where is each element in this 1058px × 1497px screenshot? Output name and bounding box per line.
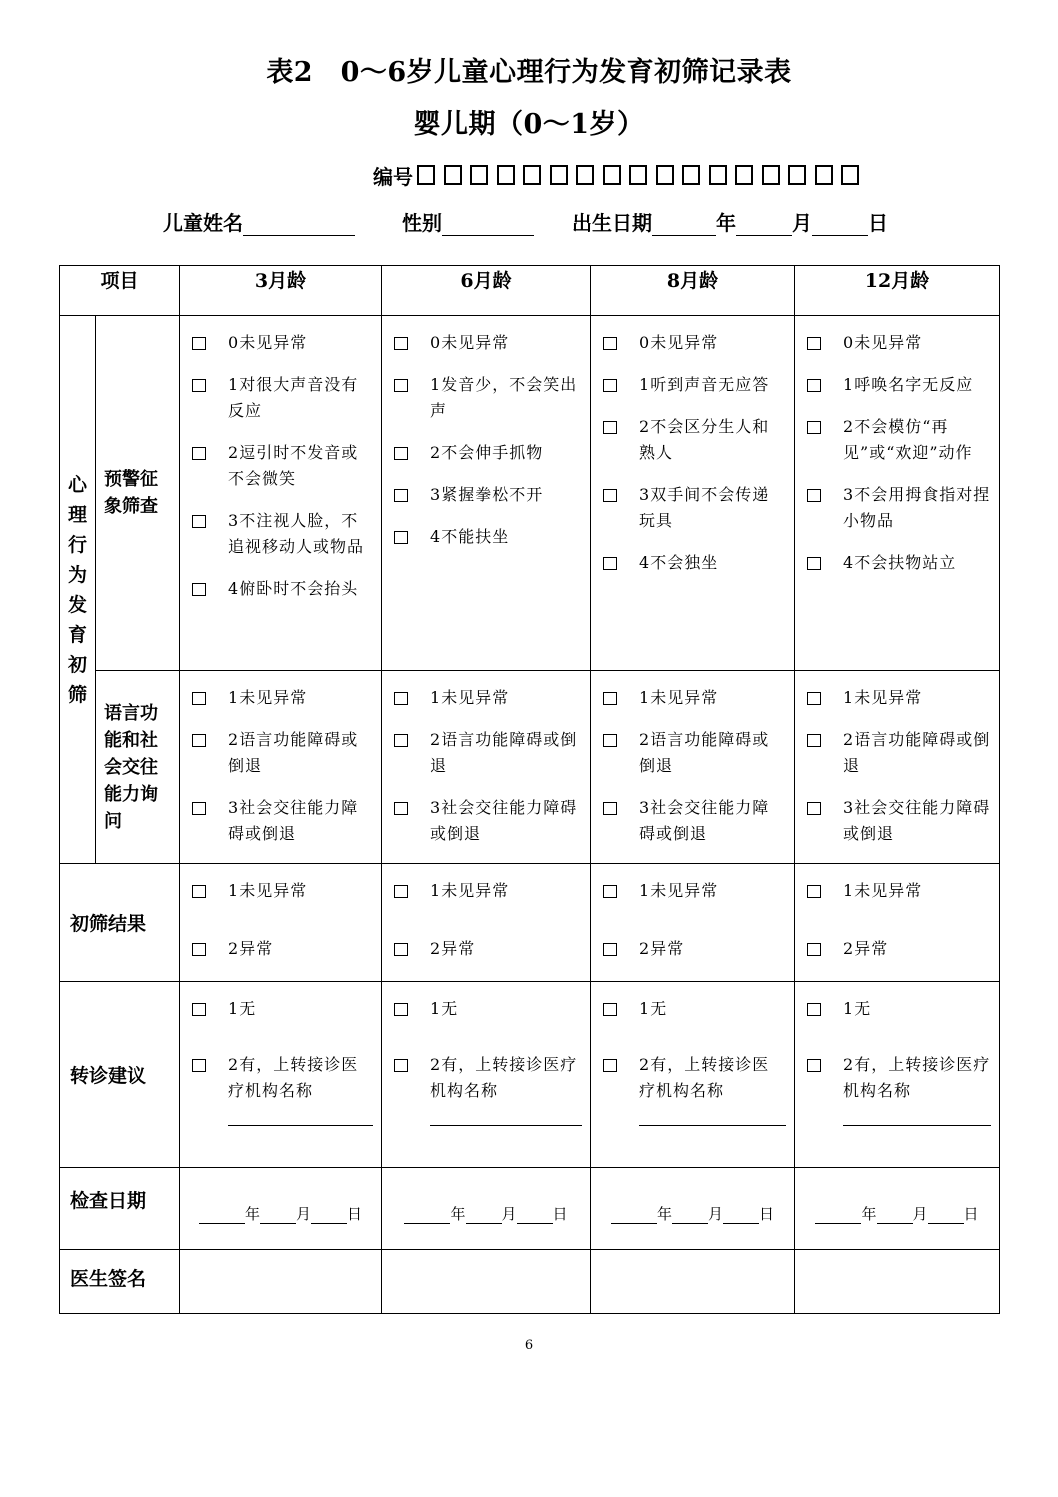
checkbox-option[interactable] <box>795 414 999 466</box>
checkbox-option[interactable] <box>795 727 999 779</box>
warning-cell-3m <box>180 316 382 671</box>
warning-cell-12m <box>795 316 1000 671</box>
checkbox-icon[interactable] <box>807 489 821 502</box>
option-label: 3双手间不会传递玩具 <box>639 485 770 530</box>
date-blank[interactable] <box>199 1207 245 1224</box>
checkbox-icon[interactable] <box>192 1003 206 1016</box>
language-cell-8m <box>591 671 795 864</box>
date-part-label: 日 <box>759 1205 775 1223</box>
checkbox-option[interactable] <box>795 1052 999 1104</box>
checkbox-icon[interactable] <box>807 379 821 392</box>
check-date-cell-3m[interactable] <box>180 1168 382 1250</box>
result-row <box>60 864 1000 982</box>
option-label: 2有，上转接诊医疗机构名称 <box>843 1055 991 1100</box>
checkbox-option[interactable] <box>180 1052 381 1104</box>
code-label: 编号 <box>373 164 413 189</box>
option-label: 2逗引时不发音或不会微笑 <box>228 443 359 488</box>
form-title: 表2 0～6岁儿童心理行为发育初筛记录表 <box>266 57 792 88</box>
option-label: 0未见异常 <box>639 333 719 352</box>
option-label: 3社会交往能力障碍或倒退 <box>639 798 770 843</box>
option-label: 3不注视人脸，不追视移动人或物品 <box>228 511 365 556</box>
option-label: 1对很大声音没有反应 <box>228 375 359 420</box>
option-label: 3紧握拳松不开 <box>430 485 544 504</box>
name-field[interactable] <box>163 207 355 236</box>
code-digit-box[interactable] <box>762 165 780 185</box>
checkbox-icon[interactable] <box>394 1059 408 1072</box>
result-cell-6m <box>382 864 591 982</box>
checkbox-icon[interactable] <box>603 1003 617 1016</box>
checkbox-option[interactable] <box>382 727 590 779</box>
checkbox-icon[interactable] <box>807 943 821 956</box>
warning-label: 预警征象筛查 <box>96 316 180 671</box>
option-label: 2有，上转接诊医疗机构名称 <box>639 1055 770 1100</box>
warning-row <box>60 316 1000 671</box>
option-label: 1无 <box>430 999 459 1018</box>
option-label: 2语言功能障碍或倒退 <box>843 730 991 775</box>
option-label: 2语言功能障碍或倒退 <box>430 730 578 775</box>
option-label: 1无 <box>228 999 257 1018</box>
checkbox-option[interactable] <box>180 576 381 602</box>
screening-table <box>59 265 1000 1314</box>
sex-field[interactable] <box>402 207 534 236</box>
checkbox-option[interactable] <box>382 936 590 962</box>
option-label: 2异常 <box>843 939 889 958</box>
option-label: 2异常 <box>430 939 476 958</box>
checkbox-icon[interactable] <box>807 421 821 434</box>
doctor-sign-cell-8m[interactable] <box>591 1250 795 1314</box>
birth-date-field[interactable] <box>572 207 888 236</box>
code-digit-box[interactable] <box>735 165 753 185</box>
code-boxes[interactable] <box>417 165 868 185</box>
date-blank[interactable] <box>611 1207 657 1224</box>
age-header-12m: 12月龄 <box>795 266 1000 316</box>
code-digit-box[interactable] <box>709 165 727 185</box>
code-digit-box[interactable] <box>841 165 859 185</box>
checkbox-option[interactable] <box>180 508 381 560</box>
checkbox-option[interactable] <box>795 330 999 356</box>
option-label: 1呼唤名字无反应 <box>843 375 974 394</box>
checkbox-option[interactable] <box>180 372 381 424</box>
age-header-8m: 8月龄 <box>591 266 795 316</box>
checkbox-icon[interactable] <box>192 1059 206 1072</box>
age-header-3m: 3月龄 <box>180 266 382 316</box>
checkbox-icon[interactable] <box>603 557 617 570</box>
option-label: 4不会独坐 <box>639 553 719 572</box>
checkbox-icon[interactable] <box>807 337 821 350</box>
checkbox-option[interactable] <box>591 372 794 398</box>
checkbox-icon[interactable] <box>603 337 617 350</box>
option-label: 1未见异常 <box>639 688 719 707</box>
date-part-label: 年 <box>656 1205 672 1223</box>
checkbox-option[interactable] <box>382 685 590 711</box>
option-label: 2不会伸手抓物 <box>430 443 544 462</box>
name-label: 儿童姓名 <box>163 211 243 235</box>
main-section-label: 心 理 行 为 发 育 初 筛 <box>60 316 96 864</box>
date-blank[interactable] <box>260 1207 296 1224</box>
option-label: 1无 <box>639 999 668 1018</box>
checkbox-option[interactable] <box>180 878 381 904</box>
referral-cell-6m <box>382 982 591 1168</box>
check-date-row <box>60 1168 1000 1250</box>
age-header-6m: 6月龄 <box>382 266 591 316</box>
checkbox-icon[interactable] <box>394 734 408 747</box>
checkbox-option[interactable] <box>591 1052 794 1104</box>
referral-row <box>60 982 1000 1168</box>
check-date-label: 检查日期 <box>60 1168 180 1250</box>
option-label: 1未见异常 <box>430 688 510 707</box>
checkbox-icon[interactable] <box>394 337 408 350</box>
option-label: 2不会模仿“再见”或“欢迎”动作 <box>843 417 973 462</box>
birth-year-label: 年 <box>716 211 736 235</box>
code-digit-box[interactable] <box>417 165 435 185</box>
checkbox-icon[interactable] <box>807 802 821 815</box>
date-part-label: 月 <box>501 1205 517 1223</box>
check-date-cell-12m[interactable] <box>795 1168 1000 1250</box>
checkbox-icon[interactable] <box>192 734 206 747</box>
checkbox-option[interactable] <box>795 795 999 847</box>
language-cell-3m <box>180 671 382 864</box>
check-date-cell-6m[interactable] <box>382 1168 591 1250</box>
checkbox-option[interactable] <box>591 795 794 847</box>
sex-label: 性别 <box>402 211 442 235</box>
code-digit-box[interactable] <box>603 165 621 185</box>
checkbox-icon[interactable] <box>807 885 821 898</box>
referral-cell-3m <box>180 982 382 1168</box>
option-label: 0未见异常 <box>228 333 308 352</box>
checkbox-option[interactable] <box>795 936 999 962</box>
facility-name-blank[interactable] <box>639 1124 786 1126</box>
checkbox-option[interactable] <box>180 936 381 962</box>
code-digit-box[interactable] <box>470 165 488 185</box>
checkbox-icon[interactable] <box>394 885 408 898</box>
checkbox-option[interactable] <box>382 372 590 424</box>
checkbox-option[interactable] <box>795 685 999 711</box>
date-blank[interactable] <box>877 1207 913 1224</box>
date-part-label: 日 <box>347 1205 363 1223</box>
checkbox-icon[interactable] <box>192 692 206 705</box>
date-part-label: 年 <box>861 1205 877 1223</box>
option-label: 1听到声音无应答 <box>639 375 770 394</box>
birth-month-label: 月 <box>792 211 812 235</box>
result-cell-8m <box>591 864 795 982</box>
option-label: 1未见异常 <box>843 688 923 707</box>
date-part-label: 月 <box>296 1205 312 1223</box>
checkbox-option[interactable] <box>180 440 381 492</box>
checkbox-icon[interactable] <box>192 802 206 815</box>
code-digit-box[interactable] <box>656 165 674 185</box>
referral-label: 转诊建议 <box>60 982 180 1168</box>
checkbox-icon[interactable] <box>394 489 408 502</box>
date-blank[interactable] <box>517 1207 553 1224</box>
option-label: 4不会扶物站立 <box>843 553 957 572</box>
checkbox-option[interactable] <box>795 482 999 534</box>
option-label: 3社会交往能力障碍或倒退 <box>843 798 991 843</box>
checkbox-option[interactable] <box>591 330 794 356</box>
date-part-label: 年 <box>244 1205 260 1223</box>
checkbox-icon[interactable] <box>603 421 617 434</box>
checkbox-option[interactable] <box>591 550 794 576</box>
code-digit-box[interactable] <box>629 165 647 185</box>
checkbox-option[interactable] <box>591 936 794 962</box>
checkbox-option[interactable] <box>382 878 590 904</box>
checkbox-option[interactable] <box>382 440 590 466</box>
date-part-label: 日 <box>552 1205 568 1223</box>
warning-cell-6m <box>382 316 591 671</box>
option-label: 1未见异常 <box>639 881 719 900</box>
language-cell-12m <box>795 671 1000 864</box>
header-row <box>60 266 1000 316</box>
code-digit-box[interactable] <box>523 165 541 185</box>
checkbox-icon[interactable] <box>394 447 408 460</box>
checkbox-icon[interactable] <box>603 692 617 705</box>
option-label: 1无 <box>843 999 872 1018</box>
code-row <box>373 160 868 190</box>
result-label: 初筛结果 <box>60 864 180 982</box>
date-blank[interactable] <box>466 1207 502 1224</box>
date-blank[interactable] <box>815 1207 861 1224</box>
warning-cell-8m <box>591 316 795 671</box>
date-part-label: 月 <box>912 1205 928 1223</box>
checkbox-icon[interactable] <box>394 802 408 815</box>
checkbox-icon[interactable] <box>394 943 408 956</box>
date-blank[interactable] <box>311 1207 347 1224</box>
checkbox-option[interactable] <box>591 878 794 904</box>
option-label: 0未见异常 <box>843 333 923 352</box>
checkbox-icon[interactable] <box>807 734 821 747</box>
checkbox-option[interactable] <box>382 524 590 550</box>
code-digit-box[interactable] <box>682 165 700 185</box>
checkbox-option[interactable] <box>591 996 794 1022</box>
checkbox-icon[interactable] <box>192 583 206 596</box>
date-part-label: 月 <box>708 1205 724 1223</box>
checkbox-option[interactable] <box>180 996 381 1022</box>
checkbox-icon[interactable] <box>192 943 206 956</box>
birth-label: 出生日期 <box>572 211 652 235</box>
checkbox-option[interactable] <box>795 996 999 1022</box>
option-label: 1未见异常 <box>228 881 308 900</box>
check-date-cell-8m[interactable] <box>591 1168 795 1250</box>
date-blank[interactable] <box>928 1207 964 1224</box>
checkbox-option[interactable] <box>795 372 999 398</box>
option-label: 4俯卧时不会抬头 <box>228 579 359 598</box>
code-digit-box[interactable] <box>497 165 515 185</box>
checkbox-option[interactable] <box>382 795 590 847</box>
facility-name-blank[interactable] <box>430 1124 582 1126</box>
option-label: 2异常 <box>639 939 685 958</box>
checkbox-icon[interactable] <box>603 802 617 815</box>
checkbox-option[interactable] <box>591 482 794 534</box>
referral-cell-8m <box>591 982 795 1168</box>
child-info-row <box>0 207 1058 239</box>
checkbox-icon[interactable] <box>603 734 617 747</box>
checkbox-icon[interactable] <box>192 515 206 528</box>
option-label: 2不会区分生人和熟人 <box>639 417 770 462</box>
doctor-sign-cell-12m[interactable] <box>795 1250 1000 1314</box>
date-part-label: 日 <box>963 1205 979 1223</box>
birth-day-label: 日 <box>868 211 888 235</box>
checkbox-icon[interactable] <box>807 1003 821 1016</box>
referral-cell-12m <box>795 982 1000 1168</box>
checkbox-icon[interactable] <box>394 1003 408 1016</box>
option-label: 3社会交往能力障 碍或倒退 <box>228 798 359 843</box>
checkbox-option[interactable] <box>382 996 590 1022</box>
language-cell-6m <box>382 671 591 864</box>
option-label: 2有，上转接诊医疗机构名称 <box>228 1055 359 1100</box>
checkbox-option[interactable] <box>180 330 381 356</box>
checkbox-icon[interactable] <box>603 943 617 956</box>
checkbox-icon[interactable] <box>603 489 617 502</box>
checkbox-option[interactable] <box>180 685 381 711</box>
page-number: 6 <box>524 1338 534 1353</box>
doctor-sign-row <box>60 1250 1000 1314</box>
option-label: 2语言功能障碍或 倒退 <box>228 730 359 775</box>
facility-name-blank[interactable] <box>228 1124 373 1126</box>
checkbox-icon[interactable] <box>603 885 617 898</box>
checkbox-option[interactable] <box>180 727 381 779</box>
code-digit-box[interactable] <box>788 165 806 185</box>
checkbox-option[interactable] <box>591 727 794 779</box>
option-label: 2异常 <box>228 939 274 958</box>
option-label: 1未见异常 <box>430 881 510 900</box>
checkbox-icon[interactable] <box>192 379 206 392</box>
checkbox-option[interactable] <box>591 414 794 466</box>
option-label: 1未见异常 <box>843 881 923 900</box>
result-cell-12m <box>795 864 1000 982</box>
checkbox-icon[interactable] <box>394 692 408 705</box>
date-part-label: 年 <box>450 1205 466 1223</box>
language-row <box>60 671 1000 864</box>
option-label: 3不会用拇食指对捏小物品 <box>843 485 991 530</box>
code-digit-box[interactable] <box>444 165 462 185</box>
date-blank[interactable] <box>672 1207 708 1224</box>
checkbox-icon[interactable] <box>192 447 206 460</box>
doctor-sign-cell-3m[interactable] <box>180 1250 382 1314</box>
code-digit-box[interactable] <box>550 165 568 185</box>
option-label: 4不能扶坐 <box>430 527 510 546</box>
doctor-sign-label: 医生签名 <box>60 1250 180 1314</box>
date-blank[interactable] <box>404 1207 450 1224</box>
option-label: 2语言功能障碍或倒退 <box>639 730 770 775</box>
checkbox-option[interactable] <box>591 685 794 711</box>
option-label: 1未见异常 <box>228 688 308 707</box>
result-cell-3m <box>180 864 382 982</box>
code-digit-box[interactable] <box>815 165 833 185</box>
checkbox-icon[interactable] <box>807 557 821 570</box>
checkbox-icon[interactable] <box>603 379 617 392</box>
checkbox-icon[interactable] <box>603 1059 617 1072</box>
checkbox-icon[interactable] <box>394 531 408 544</box>
checkbox-option[interactable] <box>382 482 590 508</box>
checkbox-icon[interactable] <box>394 379 408 392</box>
facility-name-blank[interactable] <box>843 1124 991 1126</box>
doctor-sign-cell-6m[interactable] <box>382 1250 591 1314</box>
checkbox-icon[interactable] <box>807 692 821 705</box>
checkbox-option[interactable] <box>382 1052 590 1104</box>
checkbox-option[interactable] <box>180 795 381 847</box>
option-label: 2有，上转接诊医疗机构名称 <box>430 1055 578 1100</box>
option-label: 0未见异常 <box>430 333 510 352</box>
checkbox-icon[interactable] <box>807 1059 821 1072</box>
language-label: 语言功能和社会交往能力询问 <box>96 671 180 864</box>
option-label: 3社会交往能力障碍或倒退 <box>430 798 578 843</box>
checkbox-option[interactable] <box>795 550 999 576</box>
form-subtitle: 婴儿期（0～1岁） <box>413 109 645 140</box>
option-label: 1发音少，不会笑出声 <box>430 375 578 420</box>
checkbox-icon[interactable] <box>192 337 206 350</box>
checkbox-option[interactable] <box>382 330 590 356</box>
checkbox-icon[interactable] <box>192 885 206 898</box>
code-digit-box[interactable] <box>576 165 594 185</box>
date-blank[interactable] <box>723 1207 759 1224</box>
checkbox-option[interactable] <box>795 878 999 904</box>
item-header: 项目 <box>60 266 180 316</box>
